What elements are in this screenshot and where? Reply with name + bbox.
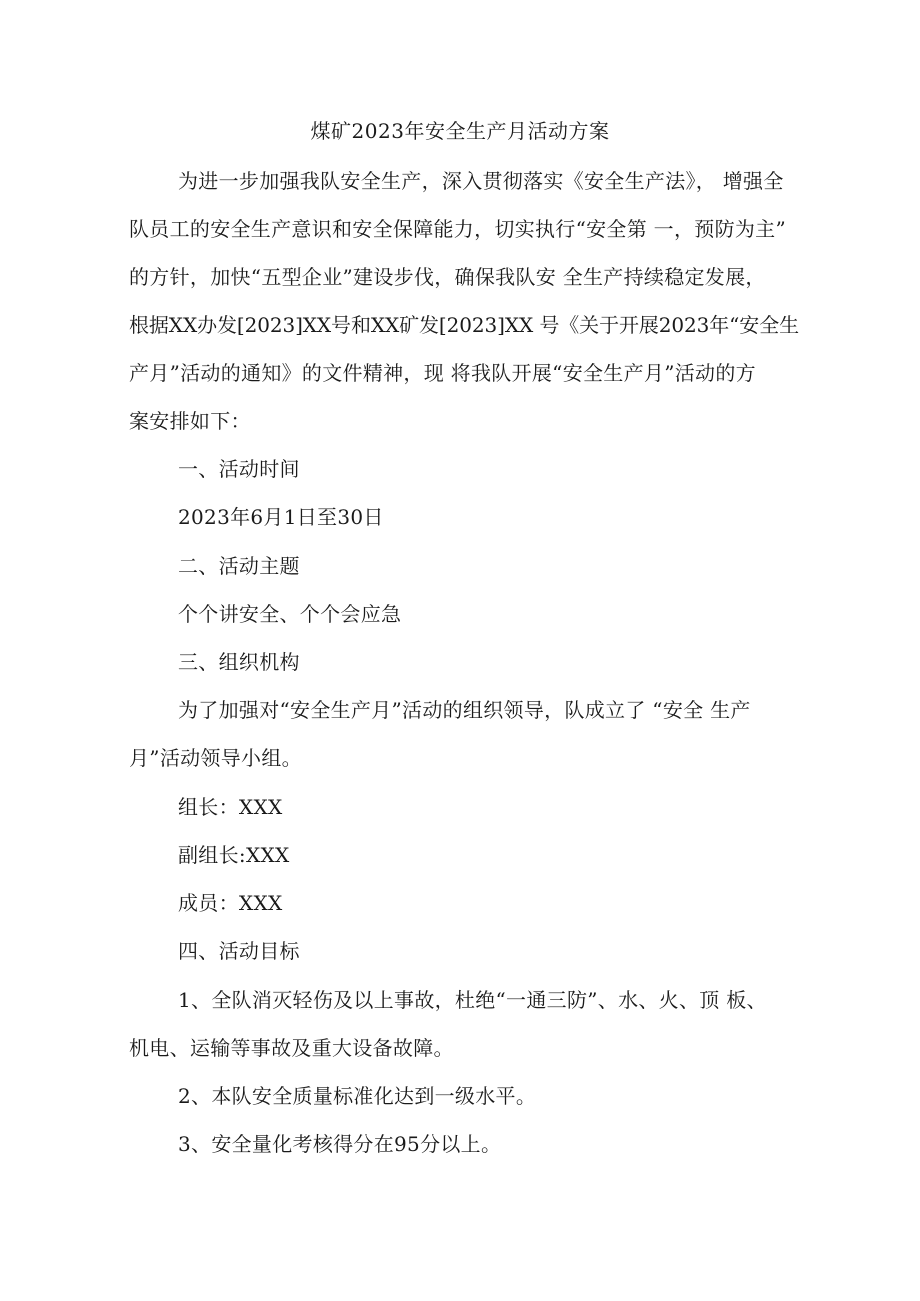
section-heading-goals: 四、活动目标 [178,939,300,963]
section-body-organization-line-1: 为了加强对“安全生产月”活动的组织领导，队成立了 “安全 生产 [178,698,751,722]
intro-line-4: 根据XX办发[2023]XX号和XX矿发[2023]XX 号《关于开展2023年“安全生 [129,313,799,337]
goal-1-line-2: 机电、运输等事故及重大设备故障。 [129,1036,454,1060]
intro-line-6: 案安排如下： [129,409,251,433]
section-body-organization-line-2: 月”活动领导小组。 [129,746,302,770]
members-line: 成员：XXX [178,891,283,915]
section-body-theme: 个个讲安全、个个会应急 [178,602,402,626]
goal-2: 2、本队安全质量标准化达到一级水平。 [178,1084,537,1108]
goal-1-line-1: 1、全队消灭轻伤及以上事故，杜绝“一通三防”、水、火、顶 板、 [178,988,767,1012]
section-heading-organization: 三、组织机构 [178,650,300,674]
document-title: 煤矿2023年安全生产月活动方案 [310,119,610,143]
section-heading-time: 一、活动时间 [178,457,300,481]
intro-line-5: 产月”活动的通知》的文件精神，现 将我队开展“安全生产月”活动的方 [129,361,756,385]
section-heading-theme: 二、活动主题 [178,554,300,578]
intro-line-3: 的方针，加快“五型企业”建设步伐，确保我队安 全生产持续稳定发展， [129,265,766,289]
goal-3: 3、安全量化考核得分在95分以上。 [178,1132,502,1156]
section-body-time: 2023年6月1日至30日 [178,505,384,529]
intro-line-2: 队员工的安全生产意识和安全保障能力，切实执行“安全第 一，预防为主” [129,217,787,241]
intro-line-1: 为进一步加强我队安全生产，深入贯彻落实《安全生产法》， 增强全 [178,169,784,193]
leader-line: 组长：XXX [178,795,283,819]
deputy-leader-line: 副组长:XXX [178,843,290,867]
